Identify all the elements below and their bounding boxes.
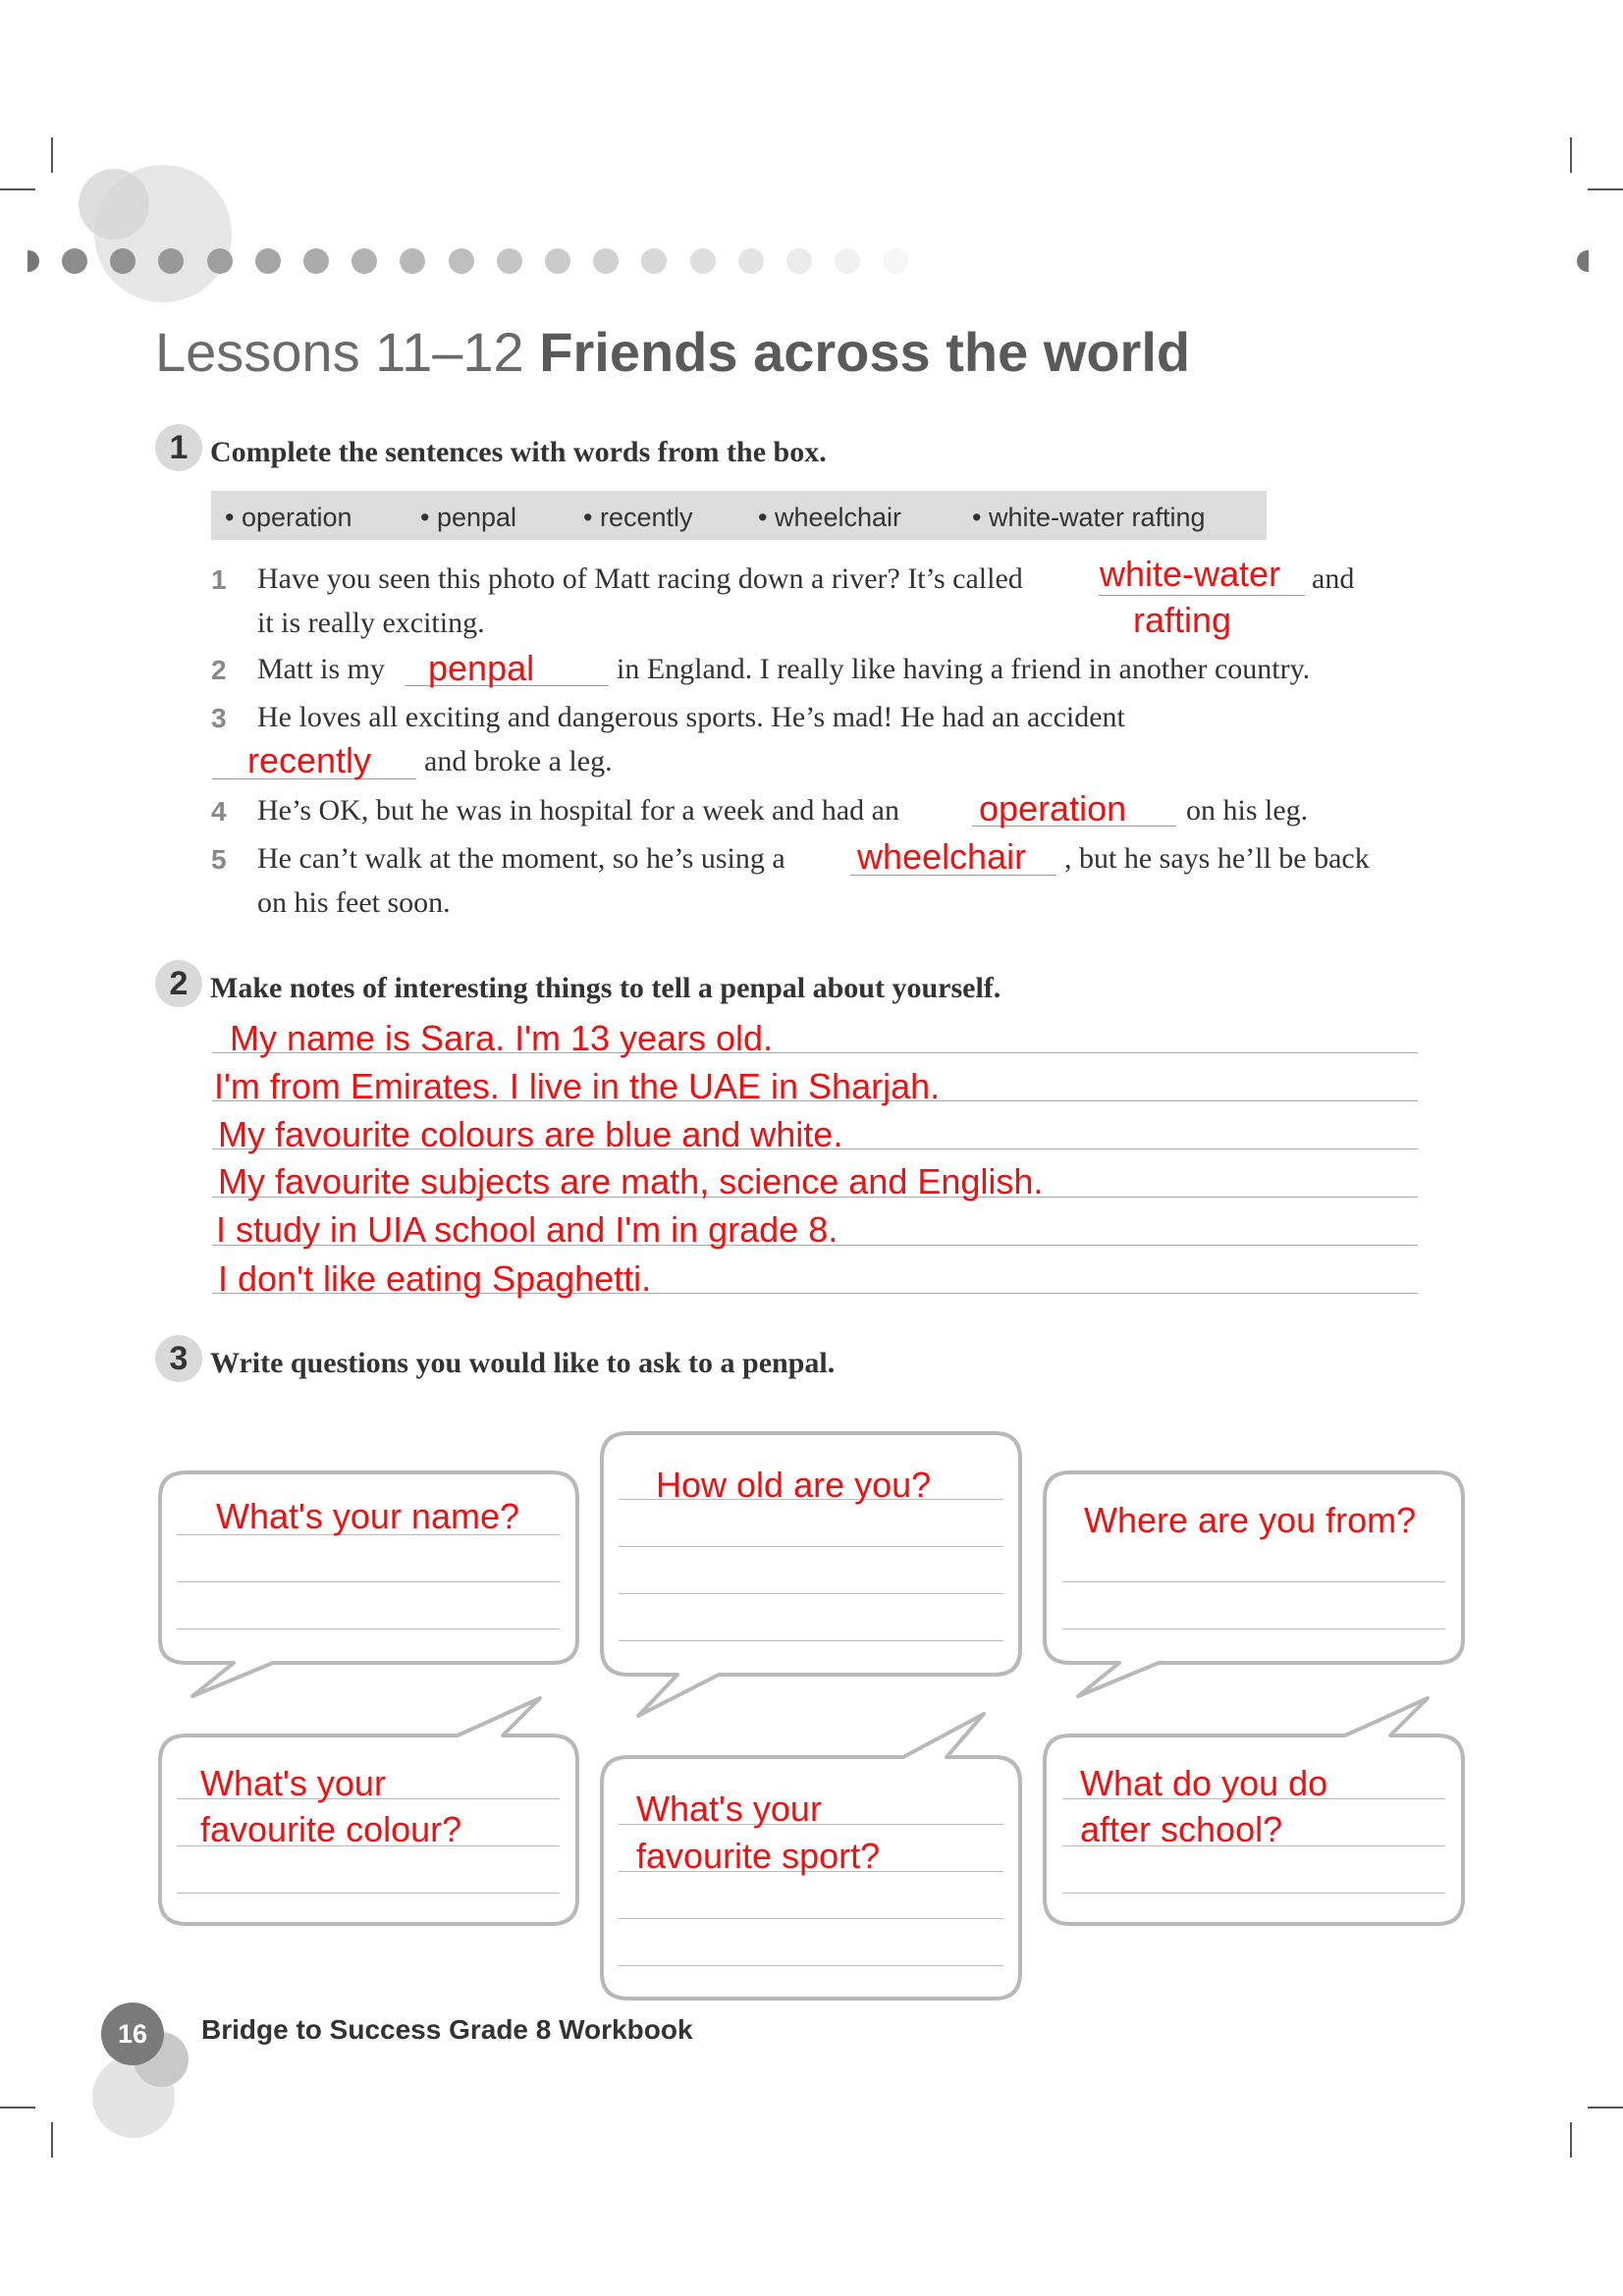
bubble-line[interactable] <box>177 1893 560 1894</box>
answer-text: recently <box>247 740 372 780</box>
word-box-item: • white-water rafting <box>972 503 1206 532</box>
note-text: My name is Sara. I'm 13 years old. <box>230 1018 774 1058</box>
page-number: 16 <box>101 2002 164 2065</box>
sentence-text: it is really exciting. <box>257 607 485 639</box>
answer-text: white-water <box>1100 554 1281 594</box>
question-text: after school? <box>1080 1809 1283 1849</box>
bubble-line[interactable] <box>1062 1893 1445 1894</box>
exercise-3-instruction: Write questions you would like to ask to a penpal. <box>210 1347 836 1379</box>
word-box-item: • penpal <box>420 503 517 532</box>
sentence-text: in England. I really like having a friend in another country. <box>617 653 1311 685</box>
question-text: What's your <box>636 1789 822 1829</box>
sentence-text: and broke a leg. <box>424 745 613 777</box>
note-text: My favourite subjects are math, science and English. <box>218 1161 1044 1201</box>
bubble-line[interactable] <box>619 1593 1003 1594</box>
bubble-line[interactable] <box>177 1581 560 1582</box>
word-box-item: • operation <box>225 503 352 532</box>
sentence-text: , but he says he’ll be back <box>1064 842 1370 875</box>
sentence-text: on his feet soon. <box>257 886 451 919</box>
bubble-line[interactable] <box>619 1918 1003 1919</box>
answer-text: wheelchair <box>857 836 1027 877</box>
question-text: favourite sport? <box>636 1836 881 1876</box>
sentence-text: He loves all exciting and dangerous sports. He’s mad! He had an accident <box>257 701 1125 733</box>
word-box-item: • recently <box>583 503 693 532</box>
bubble-line[interactable] <box>1062 1581 1445 1582</box>
question-text: What's your <box>200 1763 386 1803</box>
sentence-number: 5 <box>211 844 227 875</box>
note-text: My favourite colours are blue and white. <box>218 1114 843 1154</box>
note-text: I don't like eating Spaghetti. <box>218 1258 652 1299</box>
answer-text: rafting <box>1133 600 1232 640</box>
sentence-number: 3 <box>211 703 227 733</box>
question-text: What do you do <box>1080 1763 1328 1803</box>
question-text: How old are you? <box>656 1465 932 1505</box>
question-text: What's your name? <box>216 1496 520 1536</box>
sentence-text: Matt is my <box>257 653 386 685</box>
sentence-number: 2 <box>211 655 227 685</box>
exercise-2-number: 2 <box>155 960 202 1007</box>
sentence-text: He can’t walk at the moment, so he’s using a <box>257 842 785 875</box>
note-text: I study in UIA school and I'm in grade 8. <box>216 1209 839 1250</box>
sentence-text: on his leg. <box>1186 794 1309 827</box>
footer-title: Bridge to Success Grade 8 Workbook <box>201 2014 693 2045</box>
bubble-line[interactable] <box>619 1965 1003 1966</box>
exercise-2-instruction: Make notes of interesting things to tell a penpal about yourself. <box>210 972 1001 1004</box>
exercise-1-number: 1 <box>155 424 202 471</box>
page-title: Lessons 11–12 Friends across the world <box>155 321 1191 383</box>
question-text: favourite colour? <box>200 1809 462 1849</box>
exercise-3-number: 3 <box>155 1335 202 1382</box>
word-box-item: • wheelchair <box>758 503 902 532</box>
bubble-line[interactable] <box>619 1640 1003 1641</box>
note-text: I'm from Emirates. I live in the UAE in Sharjah. <box>214 1066 941 1106</box>
exercise-1-instruction: Complete the sentences with words from the box. <box>210 436 827 468</box>
question-text: Where are you from? <box>1084 1500 1417 1540</box>
sentence-number: 1 <box>211 564 227 595</box>
answer-text: penpal <box>428 648 535 688</box>
sentence-text: Have you seen this photo of Matt racing down a river? It’s called <box>257 562 1023 595</box>
bubble-line[interactable] <box>619 1546 1003 1547</box>
sentence-text: and <box>1312 562 1355 595</box>
sentence-number: 4 <box>211 796 227 827</box>
sentence-text: He’s OK, but he was in hospital for a week and had an <box>257 794 899 827</box>
answer-text: operation <box>979 788 1127 828</box>
